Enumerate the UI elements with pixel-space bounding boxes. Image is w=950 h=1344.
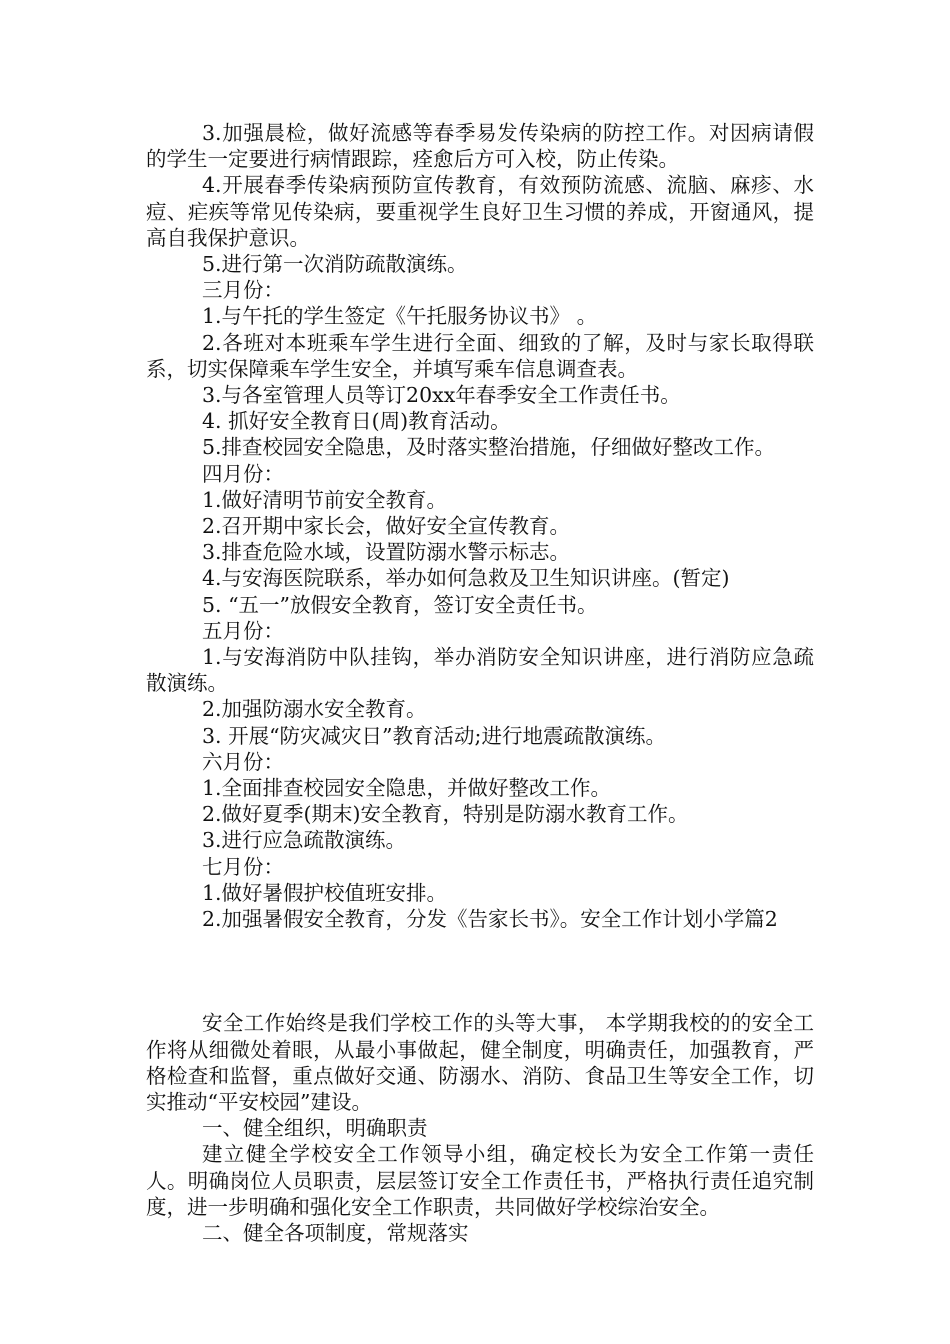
paragraph: 4.开展春季传染病预防宣传教育，有效预防流感、流脑、麻疹、水痘、疟疾等常见传染病，要重视学生良好卫生习惯的养成，开窗通风，提高自我保护意识。 xyxy=(146,173,814,250)
section-heading: 四月份： xyxy=(202,461,284,486)
paragraph: 3.排查危险水域，设置防溺水警示标志。 xyxy=(202,540,571,565)
section-heading: 五月份： xyxy=(202,618,284,643)
paragraph: 5.进行第一次消防疏散演练。 xyxy=(202,252,468,277)
paragraph: 2.各班对本班乘车学生进行全面、细致的了解，及时与家长取得联系，切实保障乘车学生安全，并填写乘车信息调查表。 xyxy=(146,330,814,381)
section-heading: 一、健全组织，明确职责 xyxy=(202,1116,428,1141)
paragraph: 1.与安海消防中队挂钩，举办消防安全知识讲座，进行消防应急疏散演练。 xyxy=(146,645,814,696)
paragraph: 1.做好清明节前安全教育。 xyxy=(202,487,448,512)
paragraph: 2.加强防溺水安全教育。 xyxy=(202,697,427,722)
document-body xyxy=(146,120,814,1246)
paragraph: 5. “五一”放假安全教育，签订安全责任书。 xyxy=(202,592,598,617)
paragraph: 4. 抓好安全教育日(周)教育活动。 xyxy=(202,409,511,434)
paragraph: 1.做好暑假护校值班安排。 xyxy=(202,880,448,905)
paragraph: 5.排查校园安全隐患，及时落实整治措施，仔细做好整改工作。 xyxy=(202,435,776,460)
paragraph: 2.做好夏季(期末)安全教育，特别是防溺水教育工作。 xyxy=(202,802,689,827)
paragraph: 1.与午托的学生签定《午托服务协议书》 。 xyxy=(202,304,598,329)
paragraph: 3.进行应急疏散演练。 xyxy=(202,828,407,853)
paragraph: 3.加强晨检，做好流感等春季易发传染病的防控工作。对因病请假的学生一定要进行病情跟踪，痊愈后方可入校，防止传染。 xyxy=(146,121,814,172)
paragraph: 2.召开期中家长会，做好安全宣传教育。 xyxy=(202,514,571,539)
section-heading: 七月份： xyxy=(202,854,284,879)
section-heading: 三月份： xyxy=(202,278,284,303)
paragraph: 建立健全学校安全工作领导小组，确定校长为安全工作第一责任人。明确岗位人员职责，层层签订安全工作责任书，严格执行责任追究制度，进一步明确和强化安全工作职责，共同做好学校综治安全。 xyxy=(146,1142,814,1219)
paragraph: 1.全面排查校园安全隐患，并做好整改工作。 xyxy=(202,776,612,801)
paragraph: 安全工作始终是我们学校工作的头等大事， 本学期我校的的安全工作将从细微处着眼，从最小事做起，健全制度，明确责任，加强教育，严格检查和监督，重点做好交通、防溺水、消防、食品卫生等安全工作，切实推动“平安校园”建设。 xyxy=(146,1011,814,1114)
section-heading: 六月份： xyxy=(202,749,284,774)
paragraph: 3.与各室管理人员等订20xx年春季安全工作责任书。 xyxy=(202,383,681,408)
paragraph: 2.加强暑假安全教育，分发《告家长书》。安全工作计划小学篇2 xyxy=(202,907,778,932)
paragraph: 4.与安海医院联系，举办如何急救及卫生知识讲座。(暂定) xyxy=(202,566,730,591)
section-gap xyxy=(146,932,814,1010)
section-heading: 二、健全各项制度，常规落实 xyxy=(202,1220,469,1245)
paragraph: 3. 开展“防灾减灾日”教育活动;进行地震疏散演练。 xyxy=(202,723,666,748)
